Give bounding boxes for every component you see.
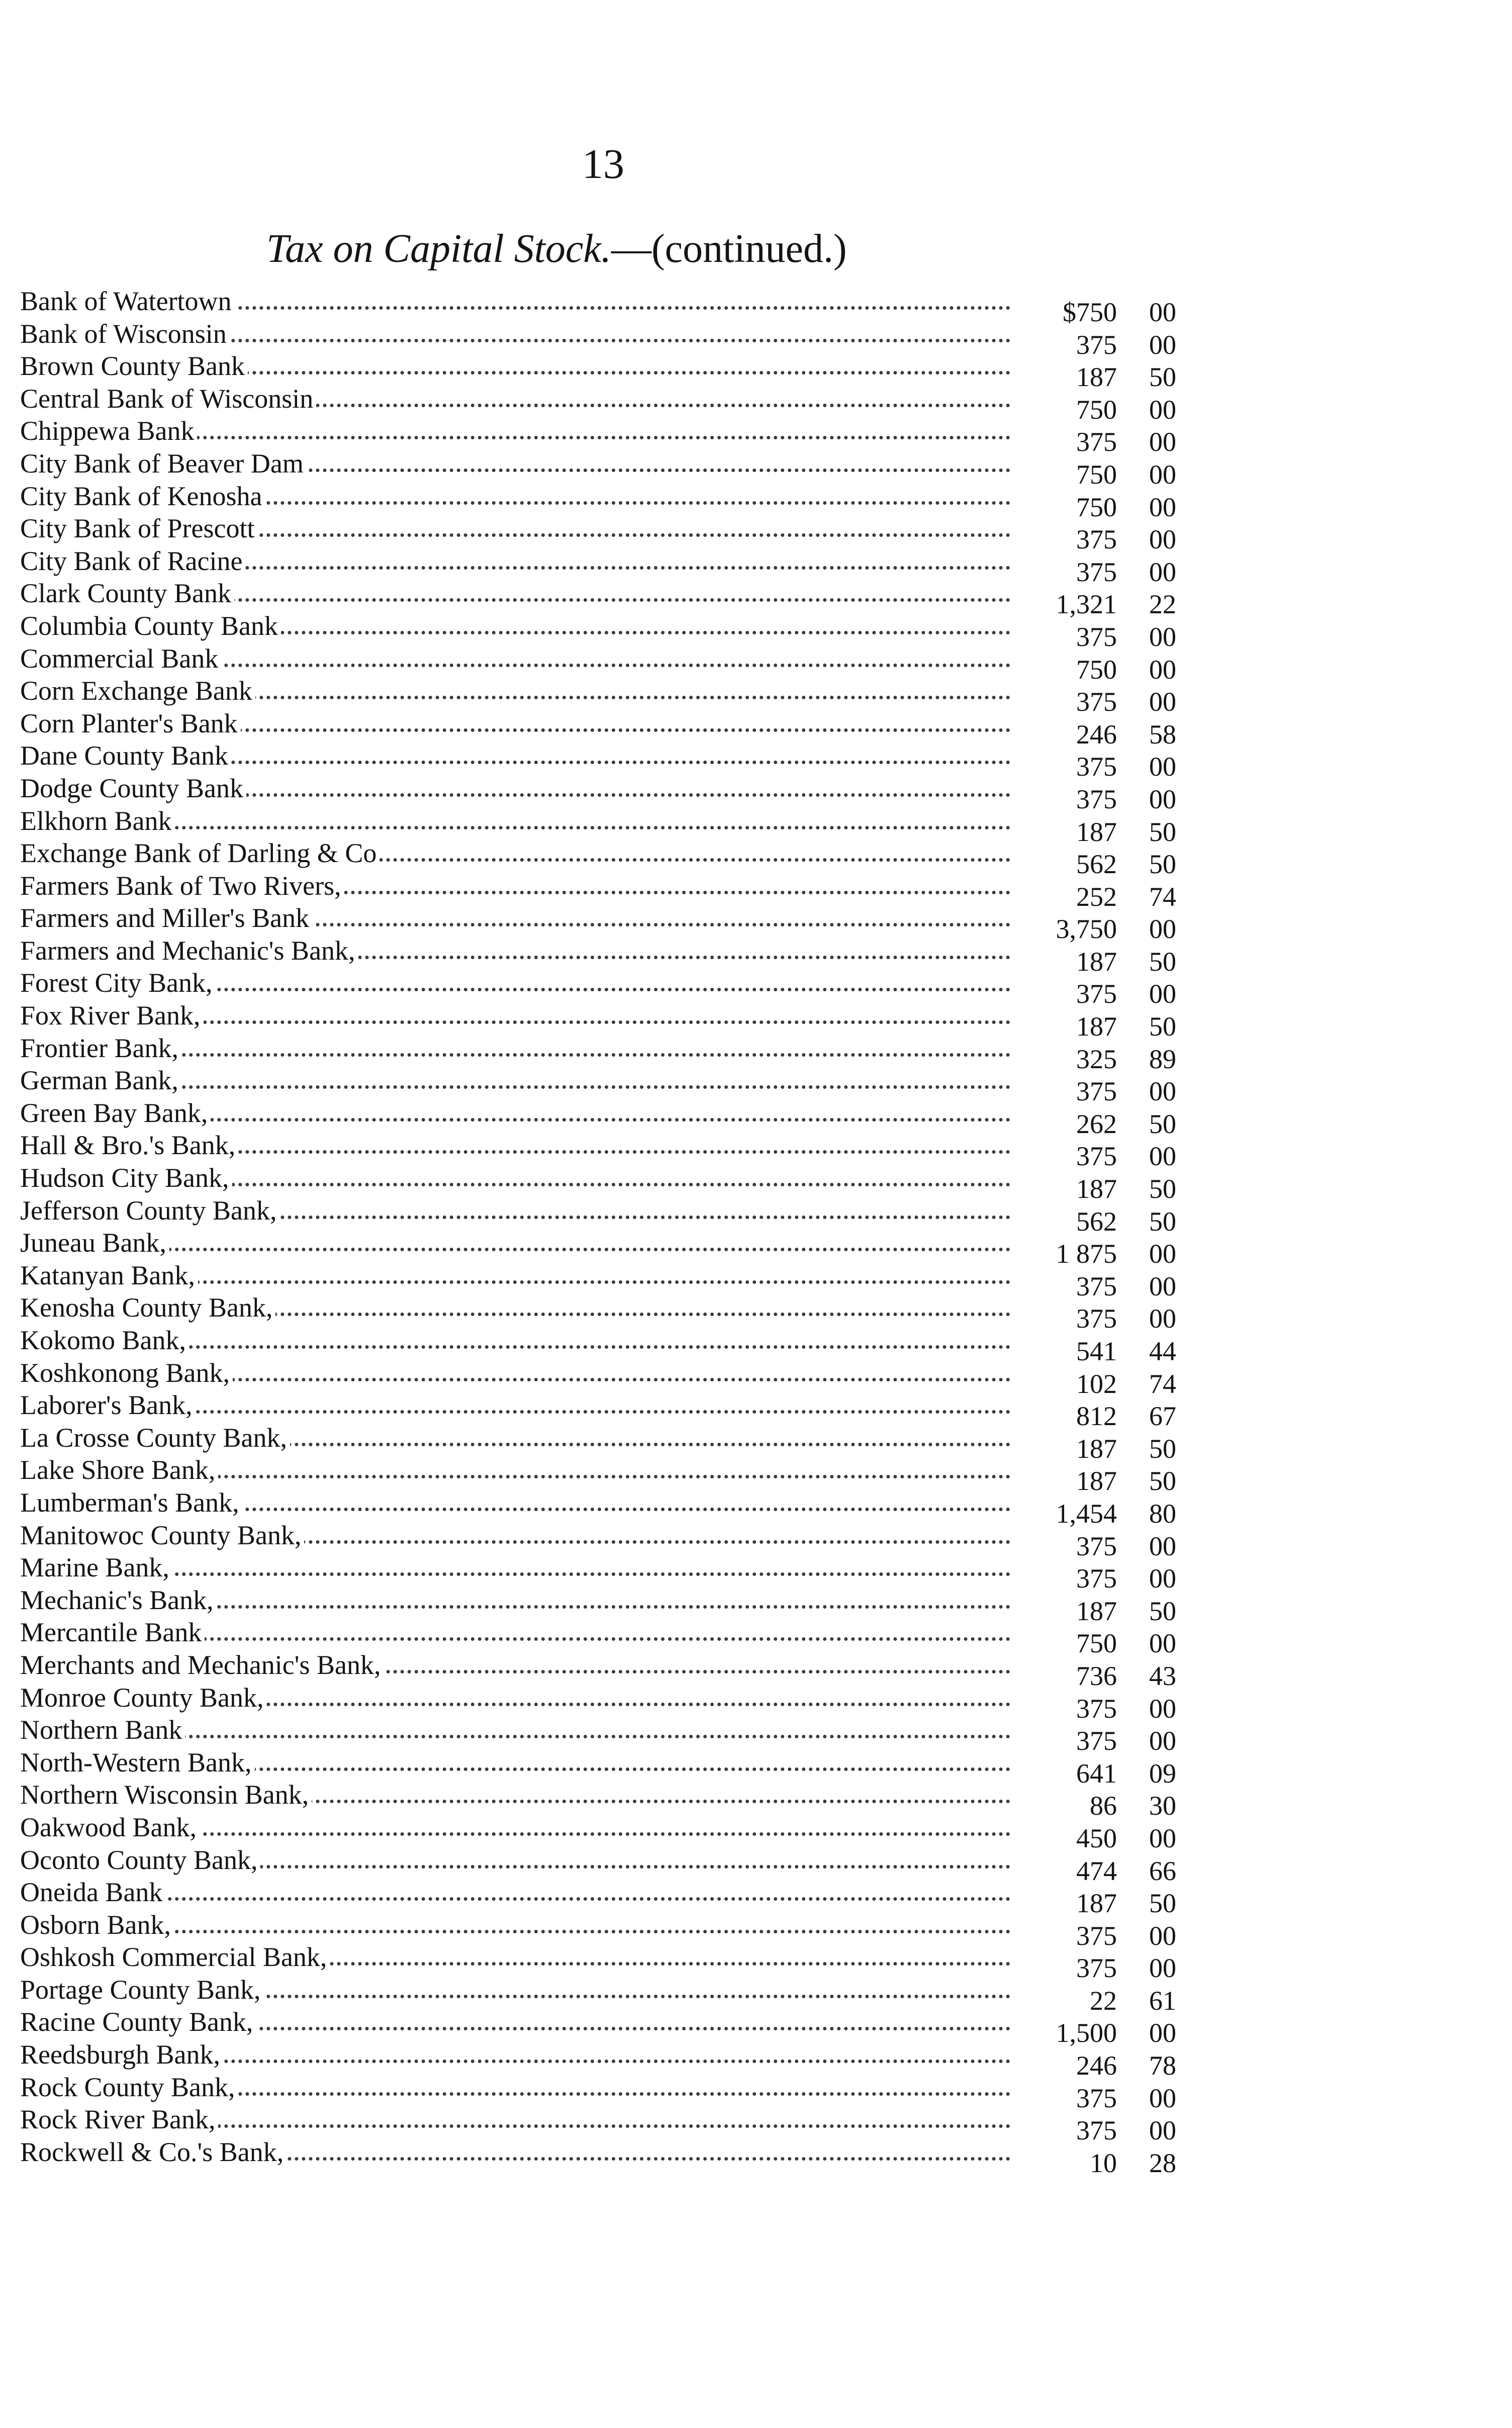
amount-cents: 50 [1149,816,1176,847]
table-row [20,1779,1176,1821]
bank-name: Marine Bank, [20,1551,172,1584]
amount-dollars: $750 [1063,297,1117,327]
amount-cents: 00 [1149,524,1176,555]
bank-name: Dodge County Bank [20,772,246,805]
bank-name: Katanyan Bank, [20,1259,198,1292]
table-row [20,285,1176,327]
title-main: Tax on Capital Stock. [266,227,611,271]
table-row [20,739,1176,782]
amount-cents: 50 [1149,946,1176,977]
table-row [20,1909,1176,1951]
amount-dollars: 375 [1076,1303,1117,1334]
bank-name: Lake Shore Bank, [20,1454,218,1486]
bank-name: Farmers and Miller's Bank [20,902,312,935]
table-row [20,772,1176,814]
bank-name: Portage County Bank, [20,1974,263,2006]
amount-dollars: 375 [1076,752,1117,782]
table-row [20,1129,1176,1172]
table-row [20,2103,1176,2146]
bank-name: Reedsburgh Bank, [20,2038,223,2071]
bank-name: Farmers Bank of Two Rivers, [20,870,344,902]
amount-cents: 00 [1149,394,1176,425]
amount-dollars: 10 [1090,2147,1117,2178]
amount-cents: 89 [1149,1044,1176,1074]
table-row [20,577,1176,620]
amount-cents: 00 [1149,1239,1176,1269]
amount-dollars: 375 [1076,1076,1117,1107]
table-row [20,1422,1176,1464]
table-row [20,383,1176,425]
amount-dollars: 246 [1076,2050,1117,2081]
amount-cents: 00 [1149,427,1176,457]
amount-cents: 50 [1149,849,1176,880]
amount-cents: 00 [1149,1303,1176,1334]
bank-name: Forest City Bank, [20,967,216,999]
bank-name: Kokomo Bank, [20,1324,189,1357]
amount-dollars: 252 [1076,881,1117,912]
table-row [20,1746,1176,1789]
bank-name: Bank of Wisconsin [20,318,230,350]
amount-cents: 00 [1149,1628,1176,1659]
bank-name: Central Bank of Wisconsin [20,383,316,415]
amount-cents: 00 [1149,784,1176,814]
table-row [20,642,1176,685]
amount-dollars: 187 [1076,1596,1117,1626]
amount-dollars: 750 [1076,1628,1117,1659]
amount-cents: 50 [1149,1596,1176,1626]
table-row [20,1194,1176,1237]
table-row [20,350,1176,393]
amount-cents: 00 [1149,1823,1176,1853]
amount-dollars: 375 [1076,1693,1117,1724]
table-row [20,675,1176,717]
table-row [20,1811,1176,1853]
bank-name: Elkhorn Bank [20,805,174,837]
amount-cents: 50 [1149,1206,1176,1237]
table-row [20,2006,1176,2048]
bank-name: Commercial Bank [20,642,221,675]
amount-cents: 09 [1149,1758,1176,1789]
bank-name: Columbia County Bank [20,610,281,642]
amount-cents: 00 [1149,621,1176,652]
table-row [20,1227,1176,1269]
amount-dollars: 750 [1076,492,1117,522]
bank-name: Chippewa Bank [20,415,197,447]
tax-amount [1025,2147,1176,2180]
amount-cents: 00 [1149,979,1176,1009]
page-number: 13 [582,141,624,188]
amount-cents: 00 [1149,1563,1176,1594]
amount-dollars: 375 [1076,329,1117,360]
table-row [20,1324,1176,1366]
amount-dollars: 262 [1076,1108,1117,1139]
bank-name: Exchange Bank of Darling & Co [20,837,380,870]
amount-dollars: 750 [1076,654,1117,685]
bank-name: City Bank of Racine [20,545,245,578]
amount-cents: 00 [1149,2018,1176,2048]
amount-dollars: 375 [1076,979,1117,1009]
amount-cents: 00 [1149,459,1176,490]
amount-dollars: 187 [1076,1466,1117,1497]
amount-dollars: 541 [1076,1336,1117,1366]
amount-cents: 50 [1149,1174,1176,1204]
amount-dollars: 375 [1076,524,1117,555]
amount-dollars: 1 875 [1056,1239,1117,1269]
amount-cents: 66 [1149,1855,1176,1886]
amount-dollars: 812 [1076,1401,1117,1432]
bank-name: Bank of Watertown [20,285,235,318]
amount-cents: 58 [1149,719,1176,750]
amount-cents: 00 [1149,1726,1176,1756]
page-title [266,229,1020,269]
table-row [20,1714,1176,1756]
bank-name: Northern Wisconsin Bank, [20,1779,312,1811]
amount-dollars: 641 [1076,1758,1117,1789]
bank-name: Corn Planter's Bank [20,707,241,740]
amount-dollars: 562 [1076,1206,1117,1237]
amount-dollars: 375 [1076,621,1117,652]
amount-cents: 00 [1149,297,1176,327]
table-row [20,1682,1176,1724]
bank-name: Oshkosh Commercial Bank, [20,1941,330,1974]
amount-dollars: 375 [1076,784,1117,814]
amount-dollars: 187 [1076,1011,1117,1042]
amount-dollars: 375 [1076,2115,1117,2146]
bank-name: City Bank of Kenosha [20,480,265,513]
table-row [20,2071,1176,2113]
bank-name: Koshkonong Bank, [20,1357,233,1389]
amount-dollars: 1,454 [1056,1498,1117,1529]
amount-cents: 00 [1149,556,1176,587]
bank-name: Kenosha County Bank, [20,1291,275,1324]
amount-cents: 00 [1149,1076,1176,1107]
bank-name: German Bank, [20,1064,181,1097]
table-row [20,545,1176,587]
bank-name: Corn Exchange Bank [20,675,255,707]
amount-dollars: 1,321 [1056,589,1117,620]
bank-name: Racine County Bank, [20,2006,256,2038]
table-row [20,1649,1176,1691]
table-row [20,1162,1176,1204]
table-row [20,805,1176,847]
table-row [20,1064,1176,1107]
bank-name: Farmers and Mechanic's Bank, [20,935,358,967]
amount-cents: 30 [1149,1791,1176,1821]
bank-name: Frontier Bank, [20,1032,181,1065]
amount-cents: 00 [1149,752,1176,782]
table-row [20,1032,1176,1074]
amount-cents: 67 [1149,1401,1176,1432]
table-row [20,1486,1176,1529]
amount-dollars: 187 [1076,1174,1117,1204]
amount-dollars: 375 [1076,687,1117,717]
amount-dollars: 187 [1076,1433,1117,1464]
table-row [20,999,1176,1042]
table-row [20,1941,1176,1984]
bank-name: Manitowoc County Bank, [20,1519,304,1552]
amount-dollars: 750 [1076,394,1117,425]
table-row [20,1584,1176,1626]
bank-name: Hudson City Bank, [20,1162,232,1194]
amount-dollars: 187 [1076,362,1117,393]
amount-cents: 50 [1149,1433,1176,1464]
amount-cents: 61 [1149,1985,1176,2016]
amount-cents: 00 [1149,492,1176,522]
bank-name: Fox River Bank, [20,999,204,1032]
table-row [20,837,1176,880]
table-row [20,1616,1176,1659]
table-row [20,415,1176,457]
amount-dollars: 375 [1076,1531,1117,1561]
amount-cents: 78 [1149,2050,1176,2081]
amount-cents: 00 [1149,1141,1176,1172]
amount-dollars: 1,500 [1056,2018,1117,2048]
bank-name: City Bank of Beaver Dam [20,447,307,480]
table-row [20,935,1176,977]
amount-cents: 00 [1149,914,1176,945]
bank-name: Rockwell & Co.'s Bank, [20,2136,287,2169]
amount-cents: 00 [1149,329,1176,360]
amount-dollars: 562 [1076,849,1117,880]
bank-name: Mechanic's Bank, [20,1584,217,1617]
bank-name: Mercantile Bank [20,1616,205,1649]
table-row [20,1876,1176,1919]
amount-dollars: 375 [1076,427,1117,457]
amount-cents: 74 [1149,881,1176,912]
amount-cents: 00 [1149,1953,1176,1984]
bank-name: North-Western Bank, [20,1746,255,1779]
bank-name: Green Bay Bank, [20,1097,211,1130]
title-continued: —(continued.) [611,227,847,271]
amount-cents: 00 [1149,1920,1176,1951]
table-row [20,1454,1176,1497]
table-row [20,447,1176,490]
table-row [20,1974,1176,2016]
amount-cents: 50 [1149,362,1176,393]
amount-dollars: 375 [1076,1141,1117,1172]
bank-name: La Crosse County Bank, [20,1422,290,1454]
amount-cents: 80 [1149,1498,1176,1529]
amount-cents: 50 [1149,1888,1176,1919]
amount-dollars: 736 [1076,1660,1117,1691]
amount-dollars: 86 [1090,1791,1117,1821]
table-row [20,707,1176,750]
bank-name: Hall & Bro.'s Bank, [20,1129,238,1162]
amount-cents: 00 [1149,687,1176,717]
amount-cents: 00 [1149,654,1176,685]
table-row [20,1519,1176,1561]
table-row [20,1097,1176,1139]
bank-name: Clark County Bank [20,577,234,610]
amount-dollars: 750 [1076,459,1117,490]
table-row [20,1551,1176,1594]
table-row [20,902,1176,945]
amount-cents: 50 [1149,1108,1176,1139]
amount-dollars: 187 [1076,816,1117,847]
amount-cents: 44 [1149,1336,1176,1366]
amount-cents: 43 [1149,1660,1176,1691]
bank-name: Brown County Bank [20,350,248,383]
amount-cents: 74 [1149,1368,1176,1399]
bank-name: Juneau Bank, [20,1227,169,1259]
table-row [20,1259,1176,1301]
table-row [20,1357,1176,1399]
amount-cents: 50 [1149,1011,1176,1042]
amount-dollars: 450 [1076,1823,1117,1853]
table-row [20,870,1176,912]
amount-dollars: 375 [1076,1563,1117,1594]
bank-name: Lumberman's Bank, [20,1486,242,1519]
amount-dollars: 375 [1076,1953,1117,1984]
amount-cents: 00 [1149,1693,1176,1724]
dot-leader [20,1897,1010,1901]
amount-cents: 00 [1149,2115,1176,2146]
table-row [20,967,1176,1009]
bank-name: Rock County Bank, [20,2071,238,2104]
table-row [20,2136,1176,2178]
bank-name: Rock River Bank, [20,2103,218,2136]
amount-cents: 28 [1149,2147,1176,2178]
table-row [20,318,1176,360]
table-row [20,610,1176,652]
bank-name: Oakwood Bank, [20,1811,200,1844]
bank-name: Jefferson County Bank, [20,1194,279,1227]
table-row [20,480,1176,522]
amount-cents: 22 [1149,589,1176,620]
amount-cents: 00 [1149,1531,1176,1561]
bank-name: Laborer's Bank, [20,1389,196,1422]
amount-dollars: 102 [1076,1368,1117,1399]
table-row [20,1844,1176,1886]
table-row [20,512,1176,555]
amount-dollars: 375 [1076,556,1117,587]
amount-dollars: 375 [1076,1726,1117,1756]
bank-name: Oneida Bank [20,1876,165,1909]
table-row [20,1291,1176,1334]
amount-cents: 50 [1149,1466,1176,1497]
bank-name: Monroe County Bank, [20,1682,266,1714]
table-row [20,1389,1176,1432]
bank-name: Osborn Bank, [20,1909,174,1941]
bank-name: Merchants and Mechanic's Bank, [20,1649,384,1682]
amount-dollars: 187 [1076,946,1117,977]
amount-dollars: 375 [1076,2083,1117,2113]
amount-dollars: 375 [1076,1920,1117,1951]
bank-name: Oconto County Bank, [20,1844,260,1877]
amount-cents: 00 [1149,1271,1176,1301]
table-row [20,2038,1176,2081]
bank-name: Northern Bank [20,1714,185,1746]
tax-table [20,285,1176,2178]
amount-dollars: 325 [1076,1044,1117,1074]
amount-dollars: 22 [1090,1985,1117,2016]
amount-dollars: 246 [1076,719,1117,750]
bank-name: Dane County Bank [20,739,231,772]
amount-dollars: 474 [1076,1855,1117,1886]
amount-dollars: 375 [1076,1271,1117,1301]
amount-dollars: 3,750 [1056,914,1117,945]
amount-cents: 00 [1149,2083,1176,2113]
bank-name: City Bank of Prescott [20,512,257,545]
amount-dollars: 187 [1076,1888,1117,1919]
